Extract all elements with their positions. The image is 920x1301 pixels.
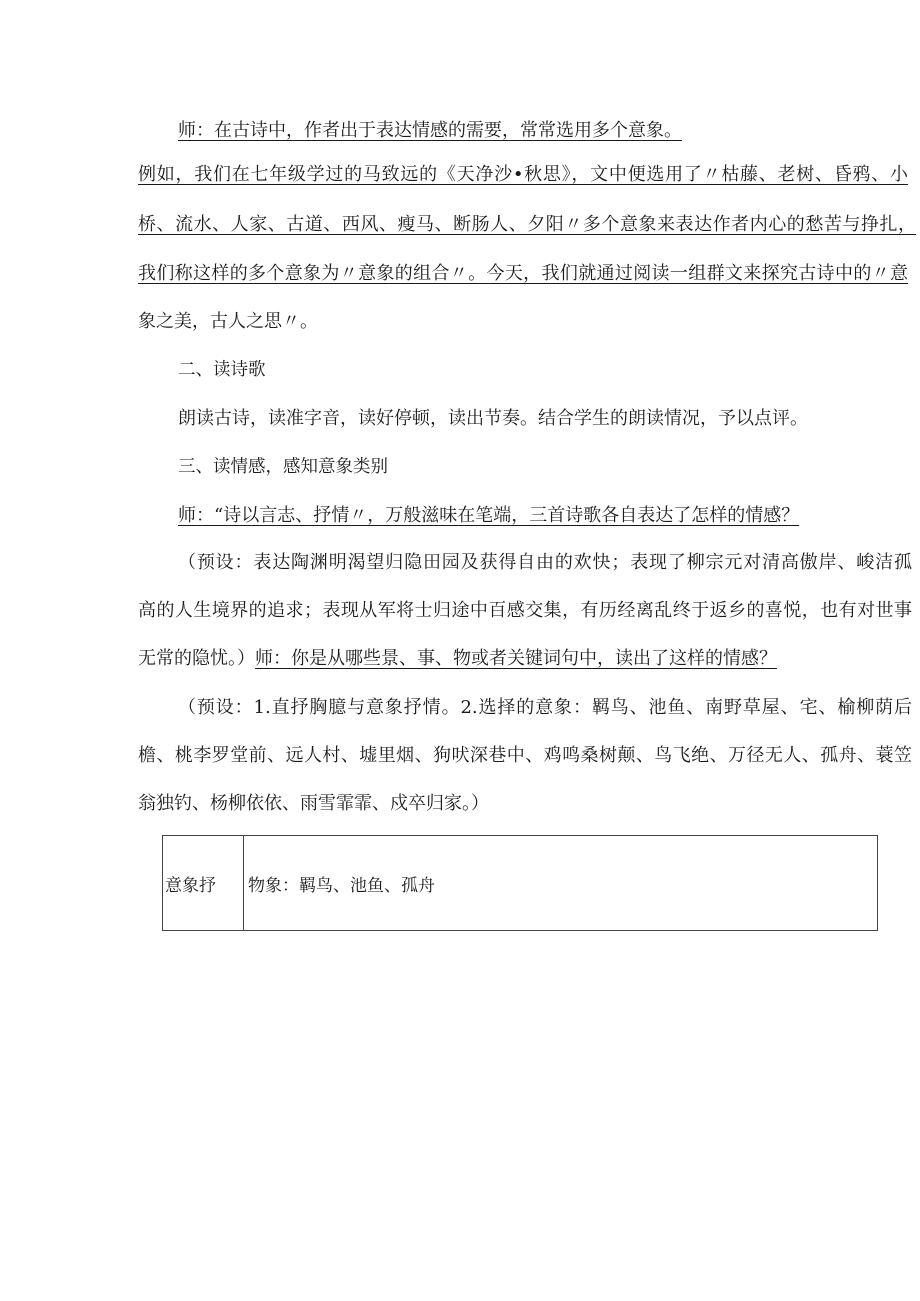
paragraph-preset-line3 xyxy=(138,645,777,673)
paragraph-imagery-line2: 檐、桃李罗堂前、远人村、墟里烟、狗吠深巷中、鸡鸣桑树颠、鸟飞绝、万径无人、孤舟、蓑笠 xyxy=(138,745,912,766)
paragraph-imagery-line1: （预设：1.直抒胸臆与意象抒情。2.选择的意象：羁鸟、池鱼、南野草屋、宅、榆柳荫后 xyxy=(178,697,912,718)
paragraph-preset-line2: 高的人生境界的追求；表现从军将士归途中百感交集，有历经离乱终于返乡的喜悦，也有对世事 xyxy=(138,600,912,621)
paragraph-example-line1: 例如，我们在七年级学过的马致远的《天净沙•秋思》，文中便选用了〃枯藤、老树、昏鸦、小 xyxy=(138,164,908,185)
preset-close: 无常的隐忧。） xyxy=(138,648,255,669)
paragraph-teacher-question: 师：“诗以言志、抒情〃，万般滋味在笔端，三首诗歌各自表达了怎样的情感？ xyxy=(178,505,800,526)
paragraph-imagery-line3: 翁独钓、杨柳依依、雨雪霏霏、戍卒归家。） xyxy=(138,793,489,814)
teacher-followup-question: 师：你是从哪些景、事、物或者关键词句中，读出了这样的情感？ xyxy=(255,648,777,669)
paragraph-example-line2: 桥、流水、人家、古道、西风、瘦马、断肠人、夕阳〃多个意象来表达作者内心的愁苦与挣扎， xyxy=(138,214,916,235)
section-heading-read-poems: 二、读诗歌 xyxy=(178,360,266,380)
table-row xyxy=(163,836,878,931)
paragraph-example-line4: 象之美，古人之思〃。 xyxy=(138,311,318,332)
table-cell-category: 意象抒 xyxy=(163,836,244,931)
paragraph-preset-line1: （预设：表达陶渊明渴望归隐田园及获得自由的欢快；表现了柳宗元对清高傲岸、峻洁孤 xyxy=(178,552,912,573)
paragraph-example-line3: 我们称这样的多个意象为〃意象的组合〃。今天，我们就通过阅读一组群文来探究古诗中的〃意 xyxy=(138,263,908,284)
section-heading-read-emotions: 三、读情感，感知意象类别 xyxy=(178,457,388,477)
table-cell-objects: 物象：羁鸟、池鱼、孤舟 xyxy=(244,836,878,931)
imagery-table xyxy=(162,835,878,931)
paragraph-teacher-intro: 师：在古诗中，作者出于表达情感的需要，常常选用多个意象。 xyxy=(178,120,682,141)
paragraph-read-aloud: 朗读古诗，读准字音，读好停顿，读出节奏。结合学生的朗读情况，予以点评。 xyxy=(178,408,808,429)
